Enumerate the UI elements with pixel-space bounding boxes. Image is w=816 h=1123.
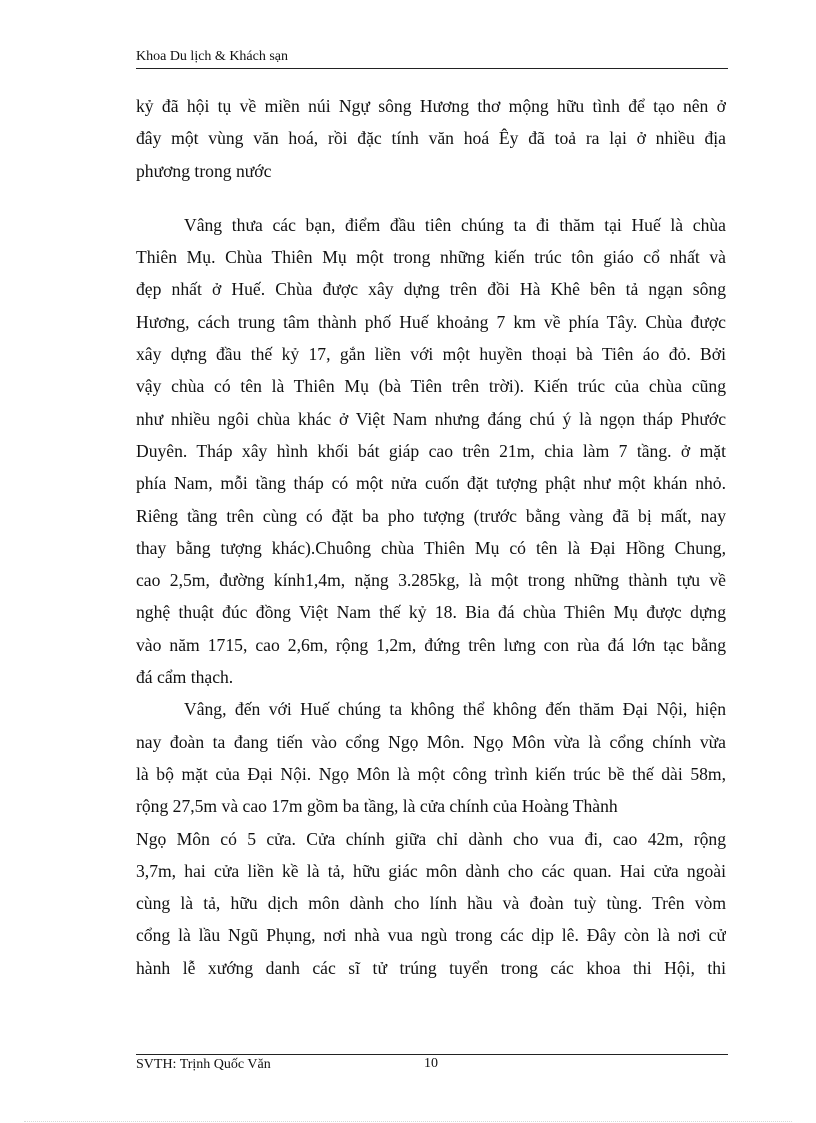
paragraph-line: Vâng, đến với Huế chúng ta không thể không đến thăm Đại Nội, hiện (184, 699, 726, 720)
paragraph-line: rộng 27,5m và cao 17m gồm ba tầng, là cửa chính của Hoàng Thành (136, 796, 618, 817)
header-divider (136, 68, 728, 69)
paragraph-line: đây một vùng văn hoá, rồi đặc tính văn hoá Êy đã toả ra lại ở nhiều địa (136, 128, 726, 149)
paragraph-line: Ngọ Môn có 5 cửa. Cửa chính giữa chỉ dành cho vua đi, cao 42m, rộng (136, 828, 726, 849)
paragraph-line: kỷ đã hội tụ về miền núi Ngự sông Hương thơ mộng hữu tình để tạo nên ở (136, 96, 726, 116)
footer-author: SVTH: Trịnh Quốc Văn (136, 1057, 271, 1072)
paragraph-line: là bộ mặt của Đại Nội. Ngọ Môn là một công trình kiến trúc bề thế dài 58m, (136, 763, 726, 784)
paragraph-line: vào năm 1715, cao 2,6m, rộng 1,2m, đứng trên lưng con rùa đá lớn tạc bằng (136, 634, 726, 655)
document-body (136, 90, 726, 984)
footer-divider (136, 1054, 728, 1055)
paragraph-line: phía Nam, mỗi tầng tháp có một nửa cuốn đặt tượng phật như một khán nhỏ. (136, 473, 726, 494)
paragraph-line: xây dựng đầu thế kỷ 17, gắn liền với một huyền thoại bà Tiên áo đỏ. Bởi (136, 344, 726, 365)
paragraph-line: hành lễ xướng danh các sĩ tử trúng tuyển trong các khoa thi Hội, thi (136, 957, 726, 978)
paragraph-line: vậy chùa có tên là Thiên Mụ (bà Tiên trên trời). Kiến trúc của chùa cũng (136, 376, 726, 397)
paragraph-line: cổng là lầu Ngũ Phụng, nơi nhà vua ngù trong các dịp lê. Đây còn là nơi cử (136, 925, 726, 946)
paragraph-line: như nhiều ngôi chùa khác ở Việt Nam nhưng đáng chú ý là ngọn tháp Phước (136, 408, 726, 429)
page-edge (24, 1121, 792, 1122)
paragraph-line: cao 2,5m, đường kính1,4m, nặng 3.285kg, là một trong những thành tựu về (136, 570, 726, 591)
page-number: 10 (424, 1056, 438, 1071)
paragraph-line: Hương, cách trung tâm thành phố Huế khoảng 7 km về phía Tây. Chùa được (136, 311, 726, 332)
paragraph-line: phương trong nước (136, 160, 272, 181)
paragraph-line: cùng là tả, hữu dịch môn dành cho lính hầu và đoàn tuỳ tùng. Trên vòm (136, 893, 726, 914)
page-header: Khoa Du lịch & Khách sạn (136, 49, 289, 64)
paragraph-line: Vâng thưa các bạn, điểm đầu tiên chúng ta đi thăm tại Huế là chùa (184, 214, 726, 235)
paragraph-line: 3,7m, hai cửa liền kề là tả, hữu giác môn dành cho các quan. Hai cửa ngoài (136, 860, 726, 881)
paragraph-line: đá cẩm thạch. (136, 667, 234, 688)
paragraph-line: thay bằng tượng khác).Chuông chùa Thiên Mụ có tên là Đại Hồng Chung, (136, 537, 726, 558)
paragraph-line: Riêng tầng trên cùng có đặt ba pho tượng (trước bằng vàng đã bị mất, nay (136, 505, 726, 526)
paragraph-gap (136, 187, 726, 209)
paragraph-line: Thiên Mụ. Chùa Thiên Mụ một trong những kiến trúc tôn giáo cổ nhất và (136, 247, 726, 268)
paragraph-line: đẹp nhất ở Huế. Chùa được xây dựng trên đồi Hà Khê bên tả ngạn sông (136, 279, 726, 300)
paragraph-line: nghệ thuật đúc đồng Việt Nam thế kỷ 18. Bia đá chùa Thiên Mụ được dựng (136, 602, 726, 623)
paragraph-line: Duyên. Tháp xây hình khối bát giáp cao trên 21m, chia làm 7 tầng. ở mặt (136, 440, 726, 461)
paragraph-line: nay đoàn ta đang tiến vào cổng Ngọ Môn. Ngọ Môn vừa là cổng chính vừa (136, 731, 726, 752)
